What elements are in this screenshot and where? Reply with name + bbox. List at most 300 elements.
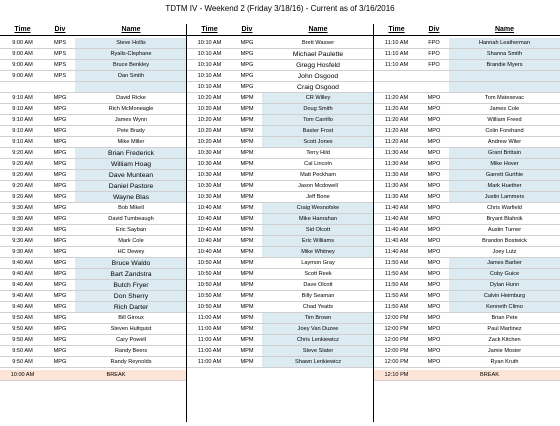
player-name-cell: Craig Osgood [262, 82, 374, 93]
break-row [0, 370, 560, 381]
time-cell: 9:30 AM [0, 214, 45, 225]
division-cell: MPG [45, 357, 75, 368]
division-cell: MPM [232, 93, 262, 104]
time-cell: 10:20 AM [187, 115, 232, 126]
division-cell: MPO [419, 137, 449, 148]
time-cell: 10:40 AM [187, 236, 232, 247]
time-cell: 10:30 AM [187, 192, 232, 203]
division-cell: MPG [232, 71, 262, 82]
time-cell: 9:20 AM [0, 159, 45, 170]
division-cell: MPG [45, 192, 75, 203]
player-name-cell: Billy Seaman [262, 291, 374, 302]
time-cell: 9:40 AM [0, 258, 45, 269]
time-cell: 9:50 AM [0, 313, 45, 324]
time-cell: 11:20 AM [374, 93, 419, 104]
division-cell: MPG [45, 313, 75, 324]
player-name-cell: Brett Wasser [262, 38, 374, 49]
table-row [0, 247, 560, 258]
time-cell [0, 82, 45, 93]
player-name-cell: Tim Brown [262, 313, 374, 324]
player-name-cell: Steven Hultquist [75, 324, 187, 335]
player-name-cell: Cal Lincoln [262, 159, 374, 170]
player-name-cell: Dan Smith [75, 71, 187, 82]
player-name-cell: Chris Lenkiewicz [262, 335, 374, 346]
time-cell: 11:40 AM [374, 225, 419, 236]
division-cell: MPO [419, 170, 449, 181]
division-cell: MPO [419, 203, 449, 214]
time-cell: 11:40 AM [374, 236, 419, 247]
player-name-cell: Gregg Hosfeld [262, 60, 374, 71]
division-cell: MPO [419, 126, 449, 137]
time-cell: 11:00 AM [187, 313, 232, 324]
time-cell: 11:00 AM [187, 357, 232, 368]
time-cell: 10:30 AM [187, 159, 232, 170]
division-cell: MPG [45, 126, 75, 137]
player-name-cell: James Wynn [75, 115, 187, 126]
player-name-cell: Bart Zandstra [75, 269, 187, 280]
player-name-cell: Bob Mikell [75, 203, 187, 214]
time-cell: 10:50 AM [187, 302, 232, 313]
table-row [0, 148, 560, 159]
division-cell: MPS [45, 38, 75, 49]
division-cell: MPG [45, 236, 75, 247]
division-cell: MPO [419, 280, 449, 291]
table-row [0, 335, 560, 346]
time-cell: 10:50 AM [187, 269, 232, 280]
time-cell: 11:10 AM [374, 60, 419, 71]
player-name-cell: Garrett Gurthie [449, 170, 560, 181]
break-time-cell: 12:10 PM [374, 370, 419, 381]
table-row [0, 104, 560, 115]
table-row [0, 269, 560, 280]
player-name-cell: Brian Frederick [75, 148, 187, 159]
division-cell: MPM [232, 313, 262, 324]
division-cell: MPM [232, 236, 262, 247]
player-name-cell: Eric Williams [262, 236, 374, 247]
time-cell: 10:20 AM [187, 93, 232, 104]
division-cell: MPG [45, 247, 75, 258]
time-cell: 12:00 PM [374, 346, 419, 357]
time-cell: 11:00 AM [187, 324, 232, 335]
time-cell: 10:30 AM [187, 181, 232, 192]
division-cell: MPG [45, 148, 75, 159]
name-header: Name [75, 24, 187, 36]
time-cell: 11:30 AM [374, 148, 419, 159]
player-name-cell: Tom Matesevac [449, 93, 560, 104]
division-cell: MPM [232, 148, 262, 159]
player-name-cell: Ryan Kruth [449, 357, 560, 368]
time-cell: 11:30 AM [374, 192, 419, 203]
division-cell: MPG [45, 203, 75, 214]
division-cell: MPO [419, 313, 449, 324]
division-cell: MPM [232, 258, 262, 269]
division-cell: MPS [45, 71, 75, 82]
time-cell: 10:30 AM [187, 148, 232, 159]
division-cell: MPO [419, 335, 449, 346]
time-cell: 10:40 AM [187, 203, 232, 214]
player-name-cell: Dave Olcott [262, 280, 374, 291]
player-name-cell: Cary Powell [75, 335, 187, 346]
time-cell: 9:40 AM [0, 291, 45, 302]
header-row [0, 24, 560, 35]
time-cell: 11:40 AM [374, 214, 419, 225]
division-cell: MPG [45, 93, 75, 104]
player-name-cell: Doug Smith [262, 104, 374, 115]
player-name-cell: Mike Hover [449, 159, 560, 170]
player-name-cell: CR Willey [262, 93, 374, 104]
player-name-cell: John Osgood [262, 71, 374, 82]
time-cell: 9:40 AM [0, 280, 45, 291]
division-cell: MPO [419, 291, 449, 302]
time-cell: 11:20 AM [374, 104, 419, 115]
division-cell: MPO [419, 236, 449, 247]
table-row [0, 357, 560, 368]
time-cell: 10:20 AM [187, 104, 232, 115]
division-cell: MPM [232, 291, 262, 302]
break-label-cell: BREAK [419, 370, 560, 381]
player-name-cell: Chris Warfield [449, 203, 560, 214]
time-cell: 10:10 AM [187, 82, 232, 93]
time-cell: 9:00 AM [0, 71, 45, 82]
division-cell: MPM [232, 225, 262, 236]
division-cell: MPG [45, 115, 75, 126]
table-row [0, 60, 560, 71]
division-cell: MPM [232, 115, 262, 126]
player-name-cell: Steve Slater [262, 346, 374, 357]
division-cell: MPO [419, 115, 449, 126]
time-cell: 9:10 AM [0, 115, 45, 126]
player-name-cell: Rich McMoneagle [75, 104, 187, 115]
division-cell: MPG [45, 302, 75, 313]
player-name-cell: Baxter Frost [262, 126, 374, 137]
player-name-cell: Tom Carrillo [262, 115, 374, 126]
time-cell: 12:00 PM [374, 324, 419, 335]
player-name-cell: Sid Olcott [262, 225, 374, 236]
time-cell: 9:50 AM [0, 346, 45, 357]
player-name-cell: Daniel Pastore [75, 181, 187, 192]
division-cell: MPM [232, 104, 262, 115]
division-cell: MPM [232, 280, 262, 291]
division-cell: MPG [45, 225, 75, 236]
player-name-cell: Paul Martinez [449, 324, 560, 335]
table-row [0, 313, 560, 324]
time-cell: 12:00 PM [374, 357, 419, 368]
time-cell: 9:30 AM [0, 247, 45, 258]
player-name-cell: Bruce Benkley [75, 60, 187, 71]
time-cell: 10:50 AM [187, 258, 232, 269]
time-cell: 11:10 AM [374, 38, 419, 49]
time-cell: 9:30 AM [0, 225, 45, 236]
time-cell: 10:50 AM [187, 291, 232, 302]
table-row [0, 49, 560, 60]
player-name-cell: Shanna Smith [449, 49, 560, 60]
player-name-cell: Kenneth Climo [449, 302, 560, 313]
table-row [0, 214, 560, 225]
time-cell: 10:10 AM [187, 38, 232, 49]
table-row [0, 280, 560, 291]
player-name-cell: Mark Cole [75, 236, 187, 247]
division-cell: MPO [419, 357, 449, 368]
player-name-cell: James Cole [449, 104, 560, 115]
player-name-cell: Shawn Lenkiewicz [262, 357, 374, 368]
division-cell [45, 82, 75, 93]
player-name-cell: Brian Pete [449, 313, 560, 324]
player-name-cell: Hannah Leatherman [449, 38, 560, 49]
player-name-cell [449, 82, 560, 93]
division-cell: MPG [45, 291, 75, 302]
player-name-cell: Rich Darter [75, 302, 187, 313]
time-cell: 10:40 AM [187, 247, 232, 258]
time-cell: 9:30 AM [0, 203, 45, 214]
time-cell: 11:50 AM [374, 291, 419, 302]
player-name-cell: Mike Hanrahan [262, 214, 374, 225]
time-cell: 11:20 AM [374, 115, 419, 126]
time-cell: 10:30 AM [187, 170, 232, 181]
player-name-cell: Grant Brittain [449, 148, 560, 159]
time-cell: 9:50 AM [0, 357, 45, 368]
time-cell: 9:00 AM [0, 60, 45, 71]
player-name-cell: Justin Lammers [449, 192, 560, 203]
time-cell: 9:40 AM [0, 269, 45, 280]
player-name-cell: Scott Reek [262, 269, 374, 280]
division-cell: MPO [419, 225, 449, 236]
time-cell: 9:20 AM [0, 170, 45, 181]
time-cell: 11:20 AM [374, 126, 419, 137]
division-cell: MPG [232, 82, 262, 93]
division-cell: MPG [232, 38, 262, 49]
division-cell: MPG [45, 214, 75, 225]
player-name-cell: Jeff Bone [262, 192, 374, 203]
player-name-cell: Laymon Gray [262, 258, 374, 269]
player-name-cell: Randy Reynolds [75, 357, 187, 368]
break-time-cell: 10:00 AM [0, 370, 45, 381]
column-group-divider [373, 24, 374, 422]
player-name-cell: HC Dewey [75, 247, 187, 258]
player-name-cell: Mark Huether [449, 181, 560, 192]
table-row [0, 181, 560, 192]
player-name-cell: Jason Mcdowell [262, 181, 374, 192]
time-cell: 12:00 PM [374, 313, 419, 324]
time-cell: 10:20 AM [187, 126, 232, 137]
division-cell: MPM [232, 346, 262, 357]
time-cell: 11:00 AM [187, 335, 232, 346]
division-cell: MPG [45, 335, 75, 346]
division-cell: MPM [232, 181, 262, 192]
table-row [0, 236, 560, 247]
player-name-cell: Andrew Wiler [449, 137, 560, 148]
time-cell: 10:40 AM [187, 214, 232, 225]
division-cell: MPM [232, 335, 262, 346]
division-cell: MPO [419, 258, 449, 269]
table-row [0, 126, 560, 137]
division-cell: MPM [232, 214, 262, 225]
player-name-cell: Matt Peckham [262, 170, 374, 181]
time-cell: 9:10 AM [0, 137, 45, 148]
division-cell: MPM [232, 170, 262, 181]
time-cell: 11:20 AM [374, 137, 419, 148]
time-cell: 11:30 AM [374, 159, 419, 170]
division-cell: MPG [45, 269, 75, 280]
division-cell: MPM [232, 137, 262, 148]
division-cell: MPS [45, 60, 75, 71]
division-cell: MPM [232, 192, 262, 203]
division-cell: MPG [45, 280, 75, 291]
division-cell [419, 82, 449, 93]
time-cell: 11:50 AM [374, 302, 419, 313]
division-cell: MPO [419, 93, 449, 104]
division-cell: MPO [419, 269, 449, 280]
player-name-cell: Jamie Mosier [449, 346, 560, 357]
player-name-cell: Austin Turner [449, 225, 560, 236]
time-cell: 9:20 AM [0, 192, 45, 203]
table-row [0, 82, 560, 93]
player-name-cell: Terry Hild [262, 148, 374, 159]
division-cell: MPO [419, 302, 449, 313]
division-cell: MPG [45, 137, 75, 148]
division-cell: MPO [419, 104, 449, 115]
time-cell: 11:30 AM [374, 181, 419, 192]
table-row [0, 71, 560, 82]
player-name-cell: Butch Fryer [75, 280, 187, 291]
division-cell: MPM [232, 269, 262, 280]
division-cell: MPM [232, 247, 262, 258]
division-cell: MPM [232, 126, 262, 137]
column-group-divider [186, 24, 187, 422]
division-cell [419, 71, 449, 82]
page-title: TDTM IV - Weekend 2 (Friday 3/18/16) - Current as of 3/16/2016 [165, 4, 395, 13]
division-cell: MPG [45, 346, 75, 357]
division-cell: FPO [419, 49, 449, 60]
time-cell: 9:00 AM [0, 49, 45, 60]
div-header: Div [419, 24, 449, 36]
player-name-cell: Eric Sayban [75, 225, 187, 236]
division-cell: MPM [232, 324, 262, 335]
player-name-cell: Brandon Bostwick [449, 236, 560, 247]
player-name-cell: James Barber [449, 258, 560, 269]
player-name-cell: Randy Beers [75, 346, 187, 357]
time-cell [374, 82, 419, 93]
player-name-cell: Scott Jones [262, 137, 374, 148]
player-name-cell: Dylan Hunn [449, 280, 560, 291]
time-cell: 9:30 AM [0, 236, 45, 247]
time-cell: 9:00 AM [0, 38, 45, 49]
player-name-cell: Bill Giroux [75, 313, 187, 324]
division-cell: MPO [419, 159, 449, 170]
division-cell: MPG [45, 104, 75, 115]
division-cell: MPG [45, 181, 75, 192]
division-cell: MPG [232, 49, 262, 60]
player-name-cell: Michael Paulette [262, 49, 374, 60]
time-cell: 10:20 AM [187, 137, 232, 148]
player-name-cell: Pete Brady [75, 126, 187, 137]
div-header: Div [45, 24, 75, 36]
table-row [0, 115, 560, 126]
division-cell: MPG [45, 258, 75, 269]
player-name-cell [449, 71, 560, 82]
time-cell: 11:00 AM [187, 346, 232, 357]
div-header: Div [232, 24, 262, 36]
table-row [0, 291, 560, 302]
player-name-cell: Don Sherry [75, 291, 187, 302]
time-cell: 10:40 AM [187, 225, 232, 236]
time-cell: 11:40 AM [374, 247, 419, 258]
player-name-cell: Ryalls-Clephane [75, 49, 187, 60]
time-cell: 9:50 AM [0, 324, 45, 335]
time-cell: 10:10 AM [187, 71, 232, 82]
player-name-cell: Joey Lutz [449, 247, 560, 258]
player-name-cell: Craig Wesnofske [262, 203, 374, 214]
player-name-cell: David Ricke [75, 93, 187, 104]
player-name-cell: Colin Forehand [449, 126, 560, 137]
player-name-cell: Steve Hollis [75, 38, 187, 49]
player-name-cell: Bruce Waldo [75, 258, 187, 269]
time-cell: 9:50 AM [0, 335, 45, 346]
player-name-cell [75, 82, 187, 93]
time-cell: 11:50 AM [374, 269, 419, 280]
division-cell: MPO [419, 247, 449, 258]
time-cell: 9:10 AM [0, 126, 45, 137]
player-name-cell: William Hoag [75, 159, 187, 170]
time-header: Time [374, 24, 419, 36]
time-header: Time [0, 24, 45, 36]
table-row [0, 93, 560, 104]
table-row [0, 346, 560, 357]
table-row [0, 302, 560, 313]
table-row [0, 192, 560, 203]
player-name-cell: Coby Guice [449, 269, 560, 280]
division-cell: MPG [45, 324, 75, 335]
division-cell: MPO [419, 192, 449, 203]
division-cell: MPO [419, 324, 449, 335]
time-cell: 10:50 AM [187, 280, 232, 291]
time-cell [374, 71, 419, 82]
time-header: Time [187, 24, 232, 36]
table-row [0, 38, 560, 49]
player-name-cell: David Tumbeaugh [75, 214, 187, 225]
division-cell: FPO [419, 60, 449, 71]
time-cell: 9:20 AM [0, 148, 45, 159]
division-cell: MPO [419, 346, 449, 357]
division-cell: FPO [419, 38, 449, 49]
player-name-cell: Mike Miller [75, 137, 187, 148]
player-name-cell: Zack Kitchen [449, 335, 560, 346]
time-cell: 11:40 AM [374, 203, 419, 214]
time-cell: 9:20 AM [0, 181, 45, 192]
name-header: Name [449, 24, 560, 36]
division-cell: MPS [45, 49, 75, 60]
division-cell: MPG [45, 159, 75, 170]
break-label-cell: BREAK [45, 370, 187, 381]
division-cell: MPO [419, 214, 449, 225]
time-cell: 9:10 AM [0, 104, 45, 115]
time-cell: 10:10 AM [187, 49, 232, 60]
player-name-cell: Calvin Heimburg [449, 291, 560, 302]
table-row [0, 258, 560, 269]
player-name-cell: Bryant Blahnik [449, 214, 560, 225]
player-name-cell: Joey Van Duzee [262, 324, 374, 335]
time-cell: 11:50 AM [374, 258, 419, 269]
division-cell: MPM [232, 357, 262, 368]
player-name-cell: Dave Muntean [75, 170, 187, 181]
time-cell: 9:10 AM [0, 93, 45, 104]
division-cell: MPM [232, 159, 262, 170]
player-name-cell: Chad Yeatts [262, 302, 374, 313]
name-header: Name [262, 24, 374, 36]
player-name-cell: Wayne Blas [75, 192, 187, 203]
time-cell: 11:30 AM [374, 170, 419, 181]
table-row [0, 137, 560, 148]
table-row [0, 159, 560, 170]
